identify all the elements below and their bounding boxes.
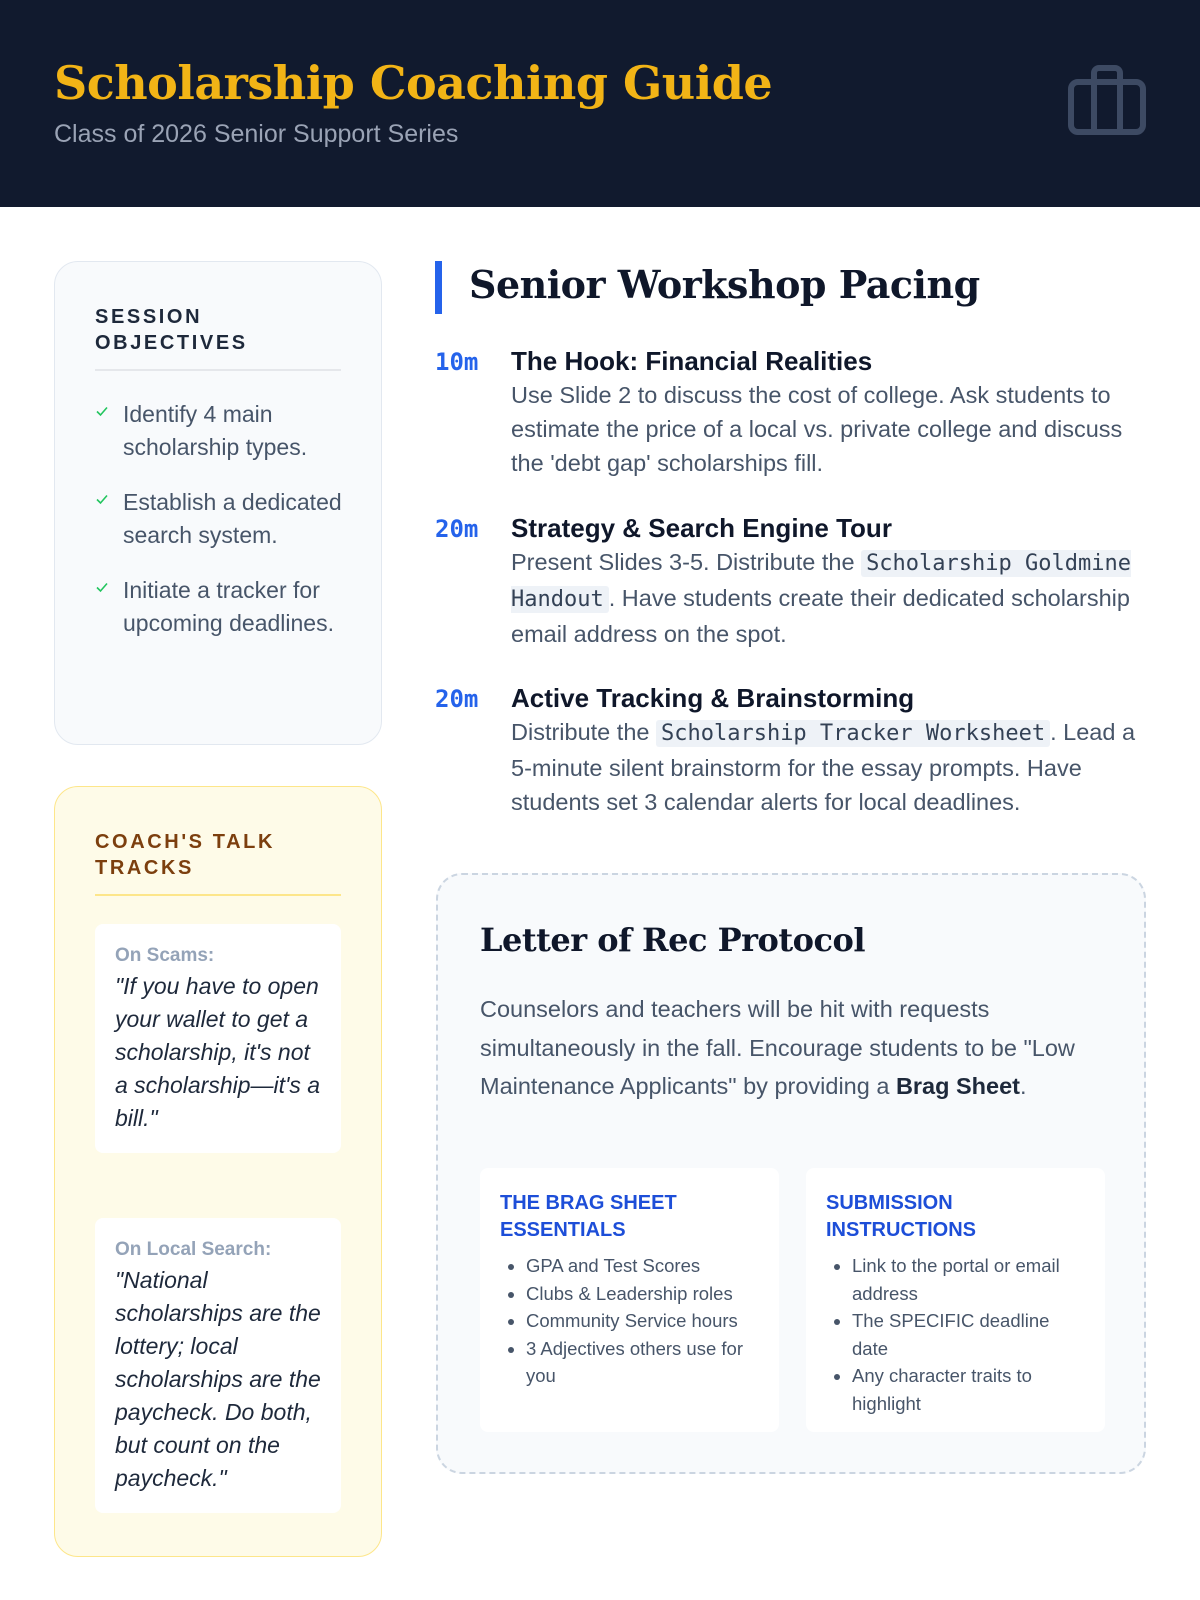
quote-card-local-search [95,1218,341,1513]
duration-label: 20m [435,685,479,713]
divider [95,894,341,896]
talk-tracks-card [54,786,382,1557]
pacing-item-title: Strategy & Search Engine Tour [511,513,892,543]
pacing-item-title: The Hook: Financial Realities [511,346,873,376]
list-item: • The SPECIFIC deadline date [852,1307,1085,1362]
desc-text: . [1020,1073,1027,1099]
brag-sheet-emphasis: Brag Sheet [895,1073,1021,1099]
list-item: • Community Service hours [526,1307,759,1335]
worksheet-code: Scholarship Tracker Worksheet [656,720,1050,747]
list-item [95,398,345,464]
list-item: • Clubs & Leadership roles [526,1280,759,1308]
pacing-item-title: Active Tracking & Brainstorming [511,683,915,713]
duration-label: 10m [435,348,479,376]
pacing-item-desc: Use Slide 2 to discuss the cost of college. Ask students to estimate the price of a local vs. private college and discuss the 'debt gap' scholarships fill. [511,382,1123,476]
list-item [95,574,345,640]
objectives-list [95,398,345,662]
page-header [0,0,1200,207]
quote-label: On Scams: [115,945,215,966]
quote-label: On Local Search: [115,1239,272,1260]
divider [95,369,341,371]
section-title: Senior Workshop Pacing [469,262,980,307]
rec-description [480,990,1080,1106]
page-title: Scholarship Coaching Guide [54,56,773,110]
rec-title: Letter of Rec Protocol [480,921,865,959]
letter-of-rec-card [436,873,1146,1474]
desc-text: Distribute the [511,719,656,745]
submission-list [826,1252,1085,1417]
objective-text: Identify 4 main scholarship types. [123,401,308,460]
briefcase-icon [1068,64,1146,136]
quote-card-scams [95,924,341,1153]
mini-card-title: SUBMISSION INSTRUCTIONS [826,1192,976,1241]
mini-card-title: THE BRAG SHEET ESSENTIALS [500,1192,677,1241]
quote-text: "If you have to open your wallet to get a scholarship, it's not a scholarship—it's a bill." [115,973,321,1131]
desc-text: Counselors and teachers will be hit with requests simultaneously in the fall. Encourage students to be "Low Maintenance Applicants" by providing a [480,996,1075,1099]
list-item: • 3 Adjectives others use for you [526,1335,759,1390]
checkmark-icon [95,404,109,418]
page-subtitle: Class of 2026 Senior Support Series [54,120,459,148]
checkmark-icon [95,492,109,506]
quote-text: "National scholarships are the lottery; local scholarships are the paycheck. Do both, but count on the paycheck." [115,1267,321,1491]
list-item [95,486,345,552]
handout-code: Scholarship Goldmine Handout [511,551,1131,612]
objectives-heading: SESSION OBJECTIVES [95,306,248,354]
talk-tracks-heading: COACH'S TALK TRACKS [95,831,276,879]
submission-instructions-card [806,1168,1105,1432]
section-accent-bar [435,261,442,314]
desc-text: . Have students create their dedicated scholarship email address on the spot. [511,585,1130,647]
duration-label: 20m [435,515,479,543]
checkmark-icon [95,580,109,594]
pacing-item-desc [511,715,1145,819]
list-item: • Any character traits to highlight [852,1362,1085,1417]
brag-sheet-list [500,1252,759,1390]
session-objectives-card [54,261,382,745]
pacing-item-desc [511,545,1145,651]
objective-text: Initiate a tracker for upcoming deadlines. [123,577,334,636]
list-item: • GPA and Test Scores [526,1252,759,1280]
objective-text: Establish a dedicated search system. [123,489,342,548]
brag-sheet-card [480,1168,779,1432]
list-item: • Link to the portal or email address [852,1252,1085,1307]
desc-text: Present Slides 3-5. Distribute the [511,549,862,575]
desc-text: . Lead a 5-minute silent brainstorm for the essay prompts. Have students set 3 calendar alerts for local deadlines. [511,719,1136,815]
